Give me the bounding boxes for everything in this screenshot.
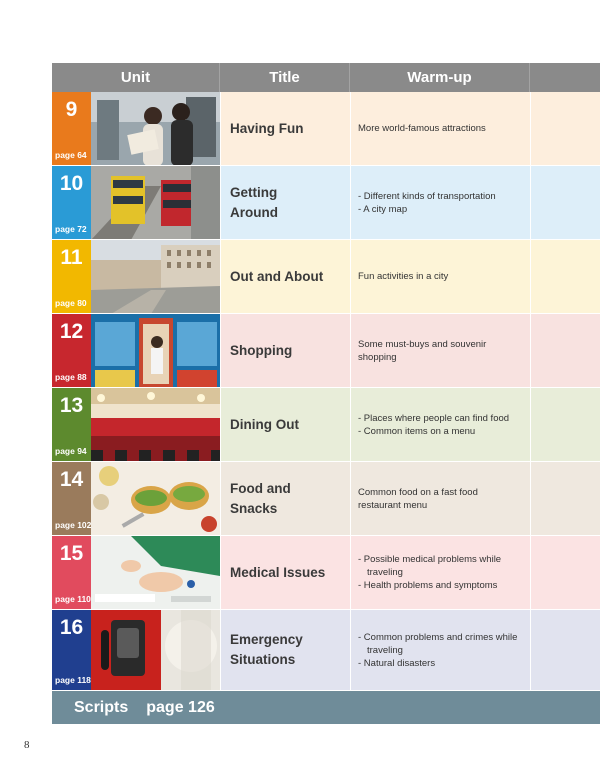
unit-warmup: [350, 240, 530, 313]
unit-title-line: Around: [230, 204, 278, 220]
unit-photo-shop-front: [91, 314, 220, 387]
unit-warmup: [350, 536, 530, 609]
unit-title: [220, 314, 350, 387]
warmup-item: - Possible medical problems while traveling: [358, 554, 502, 578]
unit-title-line: Shopping: [230, 342, 293, 358]
unit-title-line: Out and About: [230, 268, 324, 284]
unit-photo-medical: [91, 536, 220, 609]
unit-title: [220, 462, 350, 535]
unit-page: page 110: [55, 594, 91, 604]
unit-title-line: Snacks: [230, 500, 278, 516]
unit-page: page 72: [55, 224, 87, 234]
warmup-item: - A city map: [358, 203, 408, 215]
unit-warmup: [350, 314, 530, 387]
unit-page: page 118: [55, 675, 91, 685]
toc-row-unit-10[interactable]: [52, 166, 600, 240]
unit-number: 14: [59, 468, 84, 491]
unit-number-box: [52, 610, 91, 690]
unit-extra-cell: [530, 462, 600, 535]
toc-header: [52, 63, 600, 92]
unit-title: [220, 166, 350, 239]
unit-page: page 64: [55, 150, 87, 160]
unit-title-line: Emergency: [230, 632, 303, 647]
page-number: 8: [24, 739, 30, 751]
unit-number: 9: [65, 98, 78, 121]
unit-extra-cell: [530, 388, 600, 461]
unit-title-line: Dining Out: [230, 416, 299, 432]
toc-row-unit-14[interactable]: [52, 462, 600, 536]
unit-extra-cell: [530, 92, 600, 165]
warmup-item: Some must-buys and souvenir: [358, 338, 487, 350]
toc-row-unit-15[interactable]: [52, 536, 600, 610]
toc-rows: [52, 92, 600, 691]
scripts-label: Scripts: [74, 698, 129, 716]
unit-extra-cell: [530, 610, 600, 690]
warmup-item: restaurant menu: [358, 499, 428, 511]
header-warmup: Warm-up: [350, 63, 530, 92]
unit-number: 12: [59, 320, 84, 343]
unit-photo-city-street: [91, 240, 220, 313]
unit-photo-diner: [91, 388, 220, 461]
unit-title: [220, 536, 350, 609]
header-blank: [530, 63, 600, 92]
unit-page: page 80: [55, 298, 87, 308]
unit-warmup: [350, 462, 530, 535]
unit-extra-cell: [530, 240, 600, 313]
table-of-contents: [52, 63, 600, 724]
unit-warmup: [350, 610, 530, 690]
unit-number-box: [52, 462, 91, 535]
unit-number-box: [52, 166, 91, 239]
unit-title-line: Having Fun: [230, 120, 304, 136]
unit-number-box: [52, 92, 91, 165]
header-title: Title: [220, 63, 350, 92]
unit-photo-tourists-with-map: [91, 92, 220, 165]
unit-photo-emergency-phone: [91, 610, 220, 690]
unit-extra-cell: [530, 536, 600, 609]
unit-number-box: [52, 240, 91, 313]
warmup-item: - Natural disasters: [358, 657, 436, 669]
unit-number: 16: [59, 616, 84, 639]
toc-row-unit-16[interactable]: [52, 610, 600, 691]
unit-number-box: [52, 314, 91, 387]
warmup-item: - Different kinds of transportation: [358, 190, 496, 202]
toc-row-unit-9[interactable]: [52, 92, 600, 166]
warmup-item: Common food on a fast food: [358, 486, 478, 498]
unit-number: 10: [59, 172, 84, 195]
unit-number: 15: [59, 542, 84, 565]
toc-row-unit-13[interactable]: [52, 388, 600, 462]
toc-row-unit-11[interactable]: [52, 240, 600, 314]
unit-photo-city-buses: [91, 166, 220, 239]
warmup-item: - Common items on a menu: [358, 425, 476, 437]
header-unit: Unit: [52, 63, 220, 92]
warmup-item: Fun activities in a city: [358, 271, 449, 282]
unit-extra-cell: [530, 166, 600, 239]
unit-title-line: Situations: [230, 652, 296, 667]
unit-warmup: [350, 388, 530, 461]
unit-title-line: Getting: [230, 184, 278, 200]
unit-title: [220, 610, 350, 690]
unit-title-line: Medical Issues: [230, 564, 326, 580]
unit-title: [220, 240, 350, 313]
unit-title: [220, 388, 350, 461]
unit-warmup: [350, 166, 530, 239]
unit-page: page 102: [55, 520, 92, 530]
unit-number: 13: [59, 394, 84, 417]
unit-warmup: [350, 92, 530, 165]
warmup-item: - Health problems and symptoms: [358, 580, 498, 591]
warmup-item: - Common problems and crimes while traveling: [358, 631, 518, 656]
unit-number: 11: [60, 246, 83, 269]
warmup-item: - Places where people can find food: [358, 412, 510, 424]
scripts-footer[interactable]: [52, 691, 600, 724]
warmup-item: shopping: [358, 351, 397, 363]
toc-row-unit-12[interactable]: [52, 314, 600, 388]
unit-extra-cell: [530, 314, 600, 387]
unit-title-line: Food and: [230, 480, 291, 496]
warmup-item: More world-famous attractions: [358, 123, 486, 134]
unit-number-box: [52, 536, 91, 609]
unit-number-box: [52, 388, 91, 461]
unit-page: page 94: [55, 446, 87, 456]
unit-photo-tacos: [91, 462, 220, 535]
unit-page: page 88: [55, 372, 87, 382]
unit-title: [220, 92, 350, 165]
scripts-page: page 126: [146, 698, 215, 716]
